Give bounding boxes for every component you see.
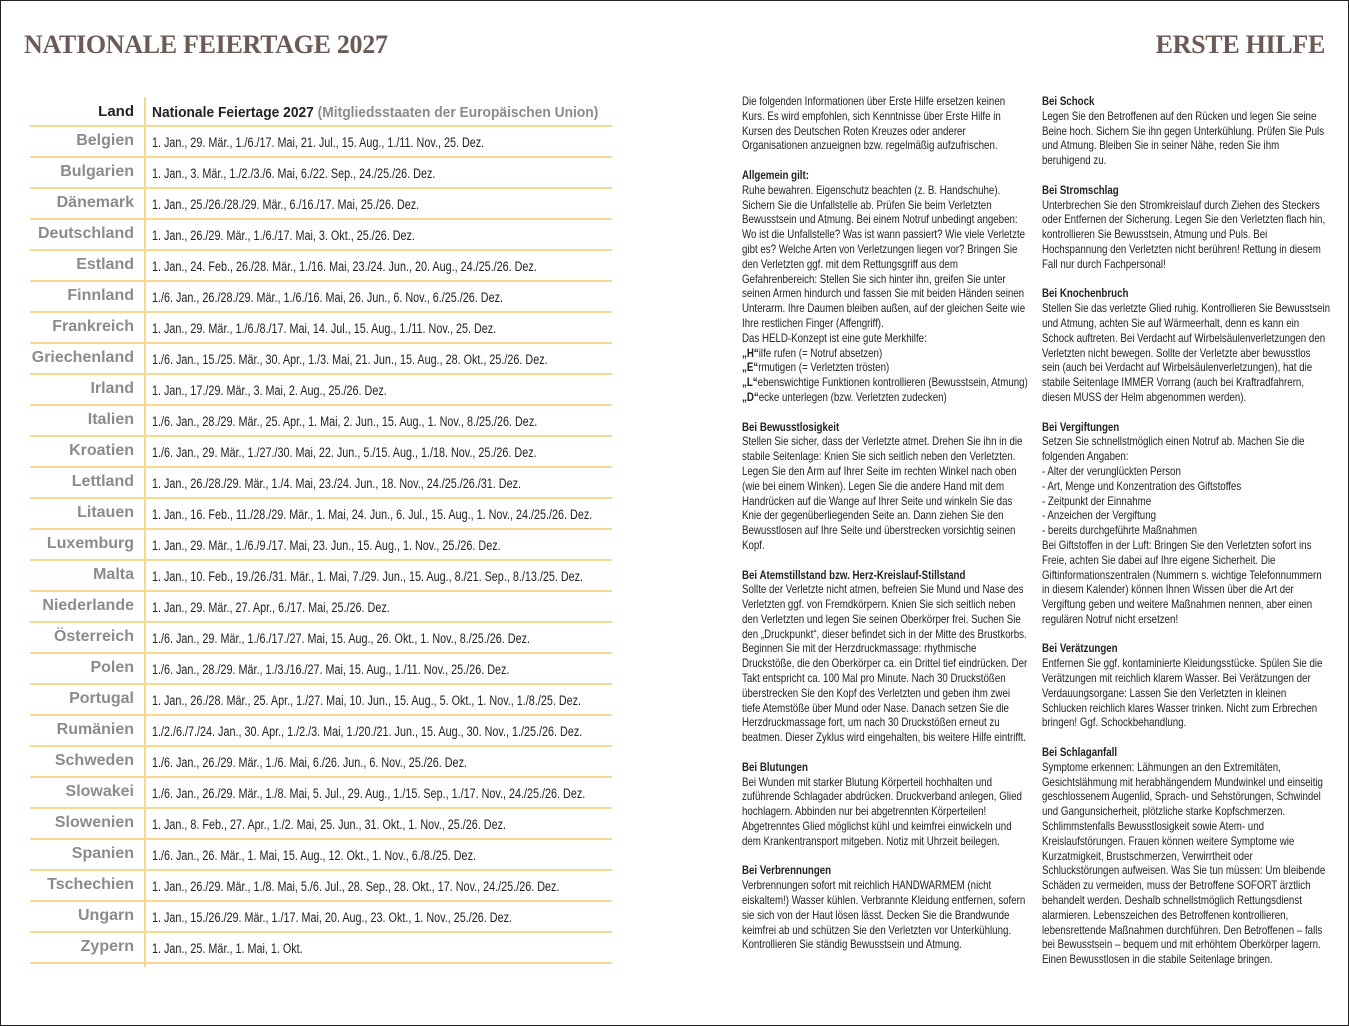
list-item: - Anzeichen der Vergiftung	[1042, 508, 1157, 523]
first-aid-section	[742, 760, 1030, 849]
held-item	[742, 390, 1030, 405]
holiday-dates: 1. Jan., 24. Feb., 26./28. Mär., 1./16. Mai, 23./24. Jun., 20. Aug., 24./25./26. Dez.	[152, 259, 537, 274]
holiday-dates: 1./6. Jan., 26. Mär., 1. Mai, 15. Aug., 12. Okt., 1. Nov., 6./8./25. Dez.	[152, 848, 476, 863]
section-text: Bei Giftstoffen in der Luft: Bringen Sie den Verletzten sofort ins Freie, achten Sie dabei auf Ihre eigene Sicherheit. Die Giftinformationszentralen (Nummern s. wichtige Telefonnummern in diesem Kalender) können Ihnen Wissen über die Art der Vergiftung geben und weitere Maßnahmen nennen, aber einen regulären Notruf nicht ersetzen!	[1042, 537, 1322, 626]
table-row	[30, 871, 612, 902]
page-title-first-aid: ERSTE HILFE	[1155, 30, 1325, 59]
first-aid-section	[1042, 641, 1330, 730]
section-text: Stellen Sie sicher, dass der Verletzte atmet. Drehen Sie ihn in die stabile Seitenlage: Knien Sie sich seitlich neben den Verletzten. Legen Sie den Arm auf Ihrer Seite im rechten Winkel nach oben (wie bei einem Winken). Legen Sie die andere Hand mit dem Handrücken auf die Wange auf Ihrer Seite und winkeln Sie das Knie der gegenüberliegenden Seite an. Dann ziehen Sie den Bewusstlosen auf Ihre Seite und überstrecken vorsichtig seinen Kopf.	[742, 434, 1023, 552]
section-heading: Bei Vergiftungen	[1042, 419, 1120, 434]
holiday-dates: 1./6. Jan., 29. Mär., 1./6./17./27. Mai, 15. Aug., 26. Okt., 1. Nov., 8./25./26. Dez.	[152, 631, 531, 646]
table-row	[30, 747, 612, 778]
holiday-dates: 1. Jan., 29. Mär., 1./6./9./17. Mai, 23. Jun., 15. Aug., 1. Nov., 25./26. Dez.	[152, 538, 501, 553]
country-name: Estland	[76, 256, 134, 273]
table-row	[30, 313, 612, 344]
country-name: Litauen	[77, 504, 134, 521]
held-text: rmutigen (= Verletzten trösten)	[758, 360, 890, 375]
country-name: Italien	[87, 411, 134, 428]
section-text: Bei Wunden mit starker Blutung Körperteil hochhalten und zuführende Schlagader abdrücken. Druckverband anlegen, Glied hochlagern. Abbinden nur bei abgetrennten Körperteilen! Abgetrenntes Glied möglichst kühl und keimfrei einwickeln und dem Krankentransport mitgeben. Notiz mit Uhrzeit beilegen.	[742, 774, 1022, 848]
section-heading: Bei Knochenbruch	[1042, 286, 1129, 301]
country-name: Luxemburg	[46, 535, 134, 552]
country-name: Slowakei	[65, 783, 134, 800]
table-row	[30, 251, 612, 282]
held-text: ilfe rufen (= Notruf absetzen)	[758, 345, 883, 360]
country-name: Tschechien	[47, 876, 134, 893]
held-intro: Das HELD-Konzept ist eine gute Merkhilfe:	[742, 330, 927, 345]
country-name: Slowenien	[54, 814, 134, 831]
country-name: Rumänien	[56, 721, 134, 738]
table-row	[30, 902, 612, 933]
held-item	[742, 346, 1030, 361]
country-name: Malta	[93, 566, 134, 583]
header-land: Land	[98, 103, 134, 120]
holiday-dates: 1. Jan., 29. Mär., 1./6./8./17. Mai, 14. Jul., 15. Aug., 1./11. Nov., 25. Dez.	[152, 321, 497, 336]
table-row	[30, 840, 612, 871]
intro-section	[742, 94, 1030, 153]
table-row	[30, 778, 612, 809]
section-heading: Bei Bewusstlosigkeit	[742, 419, 840, 434]
table-row	[30, 220, 612, 251]
country-name: Irland	[90, 380, 134, 397]
holiday-dates: 1./6. Jan., 28./29. Mär., 1./3./16./27. Mai, 15. Aug., 1./11. Nov., 25./26. Dez.	[152, 662, 510, 677]
holiday-dates: 1. Jan., 26./28./29. Mär., 1./4. Mai, 23./24. Jun., 18. Nov., 24./25./26./31. Dez.	[152, 476, 522, 491]
section-text: Legen Sie den Betroffenen auf den Rücken und legen Sie seine Beine hoch. Sichern Sie ihn gegen Unterkühlung. Prüfen Sie Puls und Atmung. Bleiben Sie in seiner Nähe, reden Sie ihm beruhigend zu.	[1042, 108, 1325, 168]
holiday-dates: 1. Jan., 10. Feb., 19./26./31. Mär., 1. Mai, 7./29. Jun., 15. Aug., 8./21. Sep., 8./13./25. Dez.	[152, 569, 584, 584]
country-name: Belgien	[76, 132, 134, 149]
table-row	[30, 623, 612, 654]
holiday-dates: 1./2./6./7./24. Jan., 30. Apr., 1./2./3. Mai, 1./20./21. Jun., 15. Aug., 30. Nov., 1./25./26. Dez.	[152, 724, 583, 739]
first-aid-section	[742, 863, 1030, 952]
first-aid-section	[1042, 94, 1330, 168]
first-aid-section	[1042, 183, 1330, 272]
holiday-dates: 1./6. Jan., 26./28./29. Mär., 1./6./16. Mai, 26. Jun., 6. Nov., 6./25./26. Dez.	[152, 290, 503, 305]
table-row	[30, 654, 612, 685]
holiday-dates: 1. Jan., 15./26./29. Mär., 1./17. Mai, 20. Aug., 23. Okt., 1. Nov., 25./26. Dez.	[152, 910, 512, 925]
table-row	[30, 716, 612, 747]
section-heading: Bei Blutungen	[742, 759, 808, 774]
first-aid-column-2	[1042, 94, 1330, 982]
table-row	[30, 933, 612, 964]
holiday-dates: 1./6. Jan., 28./29. Mär., 25. Apr., 1. Mai, 2. Jun., 15. Aug., 1. Nov., 8./25./26. Dez.	[152, 414, 538, 429]
section-text: Stellen Sie das verletzte Glied ruhig. Kontrollieren Sie Bewusstsein und Atmung, achten Sie auf Wärmeerhalt, denn es kann ein Schock auftreten. Bei Verdacht auf Wirbelsäulenverletzungen den Verletzten nicht bewegen. Sollte der Verletzte aber bewusstlos sein (auch bei Verdacht auf Wirbelsäulenverletzungen), hat die stabile Seitenlage IMMER Vorrang (auch bei Kraftradfahrern, diesen MUSS der Helm abgenommen werden).	[1042, 301, 1330, 404]
country-name: Spanien	[71, 845, 134, 862]
held-letter: „H“	[742, 345, 759, 360]
table-row	[30, 375, 612, 406]
section-heading: Bei Verätzungen	[1042, 641, 1118, 656]
holiday-dates: 1./6. Jan., 26./29. Mär., 1./8. Mai, 5. Jul., 29. Aug., 1./15. Sep., 1./17. Nov., 24./25./26. Dez.	[152, 786, 586, 801]
section-text: Verbrennungen sofort mit reichlich HANDWARMEM (nicht eiskaltem!) Wasser kühlen. Verbrannte Kleidung entfernen, sofern sie sich von der Haut lösen lässt. Decken Sie die Brandwunde keimfrei ab und schützen Sie den Verletzten vor Unterkühlung. Kontrollieren Sie ständig Bewusstsein und Atmung.	[742, 878, 1026, 952]
country-name: Portugal	[69, 690, 134, 707]
holiday-dates: 1./6. Jan., 29. Mär., 1./27./30. Mai, 22. Jun., 5./15. Aug., 1./18. Nov., 25./26. Dez.	[152, 445, 537, 460]
header-title-main: Nationale Feiertage 2027	[152, 104, 314, 121]
table-row	[30, 282, 612, 313]
table-row	[30, 499, 612, 530]
country-name: Frankreich	[52, 318, 134, 335]
country-name: Polen	[90, 659, 134, 676]
section-intro: Setzen Sie schnellstmöglich einen Notruf ab. Machen Sie die folgenden Angaben:	[1042, 434, 1305, 464]
country-name: Schweden	[54, 752, 134, 769]
holiday-dates: 1./6. Jan., 15./25. Mär., 30. Apr., 1./3. Mai, 21. Jun., 15. Aug., 28. Okt., 25./26. Dez.	[152, 352, 548, 367]
table-row	[30, 406, 612, 437]
table-row	[30, 437, 612, 468]
section-heading: Allgemein gilt:	[742, 167, 809, 182]
holiday-table	[30, 97, 612, 964]
country-name: Ungarn	[78, 907, 134, 924]
section-heading: Bei Atemstillstand bzw. Herz-Kreislauf-Stillstand	[742, 567, 966, 582]
table-row	[30, 809, 612, 840]
holiday-dates: 1. Jan., 8. Feb., 27. Apr., 1./2. Mai, 25. Jun., 31. Okt., 1. Nov., 25./26. Dez.	[152, 817, 506, 832]
country-name: Kroatien	[69, 442, 134, 459]
header-subtitle: (Mitgliedsstaaten der Europäischen Union)	[317, 104, 599, 121]
table-row	[30, 158, 612, 189]
holiday-dates: 1. Jan., 29. Mär., 27. Apr., 6./17. Mai, 25./26. Dez.	[152, 600, 390, 615]
first-aid-column-1	[742, 94, 1030, 967]
held-list	[742, 346, 1030, 405]
section-text: Sollte der Verletzte nicht atmen, befreien Sie Mund und Nase des Verletzten ggf. von Fremdkörpern. Knien Sie sich seitlich neben den Verletzten und legen Sie seinen Oberkörper frei. Suchen Sie den „Druckpunkt“, dieser befindet sich in der Mitte des Brustkorbs. Beginnen Sie mit der Herzdruckmassage: rhythmische Druckstöße, die den Oberkörper ca. ein Drittel tief eindrücken. Der Takt entspricht ca. 100 Mal pro Minute. Nach 30 Druckstößen überstrecken Sie den Kopf des Verletzten und geben ihm zwei tiefe Atemstöße über Mund oder Nase. Danach setzen Sie die Herzdruckmassage fort, um nach 30 Druckstößen erneut zu beatmen. Dieser Zyklus wird eingehalten, bis weitere Hilfe eintrifft.	[742, 582, 1028, 745]
holiday-dates: 1. Jan., 17./29. Mär., 3. Mai, 2. Aug., 25./26. Dez.	[152, 383, 387, 398]
section-heading: Bei Schlaganfall	[1042, 745, 1118, 760]
section-text: Symptome erkennen: Lähmungen an den Extremitäten, Gesichtslähmung mit herabhängendem Mundwinkel und einseitig geschlossenem Augenlid, Sprach- und Sehstörungen, Schwindel und Gangunsicherheit, plötzliche starke Kopfschmerzen. Schlimmstenfalls Bewusstlosigkeit sowie Atem- und Kreislaufstörungen. Frauen können weitere Symptome wie Kurzatmigkeit, Brustschmerzen, Verwirrtheit oder Schluckstörungen aufweisen. Was Sie tun müssen: Um bleibende Schäden zu vermeiden, muss der Betroffene SOFORT ärztlich behandelt werden. Deshalb schnellstmöglich Rettungsdienst alarmieren. Lebenszeichen des Betroffenen kontrollieren, lebensrettende Maßnahmen durchführen. Den Betroffenen – falls bei Bewusstsein – bequem und mit erhöhtem Oberkörper lagern. Einen Bewusstlosen in die stabile Seitenlage bringen.	[1042, 759, 1326, 967]
country-name: Lettland	[71, 473, 134, 490]
first-aid-section	[1042, 745, 1330, 967]
holiday-dates: 1. Jan., 26./29. Mär., 1./8. Mai, 5./6. Jul., 28. Sep., 28. Okt., 17. Nov., 24./25./26. Dez.	[152, 879, 560, 894]
section-text: Ruhe bewahren. Eigenschutz beachten (z. B. Handschuhe). Sichern Sie die Unfallstelle ab. Prüfen Sie beim Verletzten Bewusstsein und Atmung. Bei einem Notruf unbedingt angeben: Wo ist die Unfallstelle? Was ist wann passiert? Wie viele Verletzte gibt es? Welche Arten von Verletzungen liegen vor? Bringen Sie den Verletzten ggf. mit dem Rettungsgriff aus dem Gefahrenbereich: Stellen Sie sich hinter ihn, greifen Sie unter seinen Armen hindurch und fassen Sie mit beiden Händen seinen Unterarm. Ihre Daumen bleiben außen, auf der gleichen Seite wie Ihre restlichen Finger (Affengriff).	[742, 182, 1026, 330]
holiday-dates: 1. Jan., 25./26./28./29. Mär., 6./16./17. Mai, 25./26. Dez.	[152, 197, 420, 212]
allgemein-section	[742, 168, 1030, 405]
table-header	[30, 97, 612, 127]
country-name: Zypern	[80, 938, 134, 955]
section-text: Unterbrechen Sie den Stromkreislauf durch Ziehen des Steckers oder Entfernen der Sicherung. Legen Sie den Verletzten flach hin, kontrollieren Sie Bewusstsein, Atmung und Puls. Bei Hochspannung den Verletzten nicht berühren! Rettung in diesem Fall nur durch Fachpersonal!	[1042, 197, 1326, 271]
held-item	[742, 360, 1030, 375]
country-name: Deutschland	[37, 225, 134, 242]
section-heading: Bei Verbrennungen	[742, 863, 832, 878]
table-row	[30, 592, 612, 623]
table-row	[30, 561, 612, 592]
held-letter: „E“	[742, 360, 759, 375]
list-item: - Alter der verunglückten Person	[1042, 463, 1181, 478]
page-title-holidays: NATIONALE FEIERTAGE 2027	[24, 30, 388, 59]
table-row	[30, 344, 612, 375]
intro-text: Die folgenden Informationen über Erste Hilfe ersetzen keinen Kurs. Es wird empfohlen, sich Kenntnisse über Erste Hilfe in Kursen des Deutschen Roten Kreuzes oder anderer Organisationen anzueignen bzw. regelmäßig aufzufrischen.	[742, 94, 1006, 153]
holiday-dates: 1. Jan., 16. Feb., 11./28./29. Mär., 1. Mai, 24. Jun., 6. Jul., 15. Aug., 1. Nov., 24./25./26. Dez.	[152, 507, 593, 522]
section-heading: Bei Schock	[1042, 94, 1095, 108]
table-row	[30, 468, 612, 499]
holiday-dates: 1. Jan., 26./29. Mär., 1./6./17. Mai, 3. Okt., 25./26. Dez.	[152, 228, 415, 243]
first-aid-section	[742, 568, 1030, 746]
holiday-dates: 1. Jan., 3. Mär., 1./2./3./6. Mai, 6./22. Sep., 24./25./26. Dez.	[152, 166, 436, 181]
held-item	[742, 375, 1030, 390]
held-letter: „L“	[742, 375, 758, 390]
first-aid-section	[742, 420, 1030, 553]
table-row	[30, 189, 612, 220]
list-item: - Zeitpunkt der Einnahme	[1042, 493, 1152, 508]
held-text: ecke unterlegen (bzw. Verletzten zudecken)	[758, 389, 947, 404]
table-row	[30, 685, 612, 716]
country-name: Finnland	[67, 287, 134, 304]
country-name: Österreich	[53, 628, 134, 645]
list-item: - bereits durchgeführte Maßnahmen	[1042, 523, 1198, 538]
header-title	[152, 104, 667, 121]
country-name: Dänemark	[56, 194, 134, 211]
held-text: ebenswichtige Funktionen kontrollieren (Bewusstsein, Atmung)	[757, 375, 1028, 390]
first-aid-section	[1042, 286, 1330, 404]
section-heading: Bei Stromschlag	[1042, 182, 1119, 197]
holiday-dates: 1. Jan., 26./28. Mär., 25. Apr., 1./27. Mai, 10. Jun., 15. Aug., 5. Okt., 1. Nov., 1./8./25. Dez.	[152, 693, 582, 708]
country-name: Griechenland	[31, 349, 134, 366]
holiday-dates: 1./6. Jan., 26./29. Mär., 1./6. Mai, 6./26. Jun., 6. Nov., 25./26. Dez.	[152, 755, 467, 770]
table-row	[30, 530, 612, 561]
country-name: Bulgarien	[60, 163, 134, 180]
holiday-dates: 1. Jan., 29. Mär., 1./6./17. Mai, 21. Jul., 15. Aug., 1./11. Nov., 25. Dez.	[152, 135, 485, 150]
holiday-dates: 1. Jan., 25. Mär., 1. Mai, 1. Okt.	[152, 941, 303, 956]
symptom-list	[1042, 464, 1330, 538]
vergiftungen-section	[1042, 420, 1330, 627]
section-text: Entfernen Sie ggf. kontaminierte Kleidungsstücke. Spülen Sie die Verätzungen mit reichlich klarem Wasser. Bei Verätzungen der Verdauungsorgane: Lassen Sie den Verletzten in kleinen Schlucken reichlich klares Wasser trinken. Nicht zum Erbrechen bringen! Ggf. Schockbehandlung.	[1042, 656, 1323, 730]
table-row	[30, 127, 612, 158]
country-name: Niederlande	[42, 597, 134, 614]
list-item: - Art, Menge und Konzentration des Giftstoffes	[1042, 478, 1242, 493]
held-letter: „D“	[742, 389, 759, 404]
